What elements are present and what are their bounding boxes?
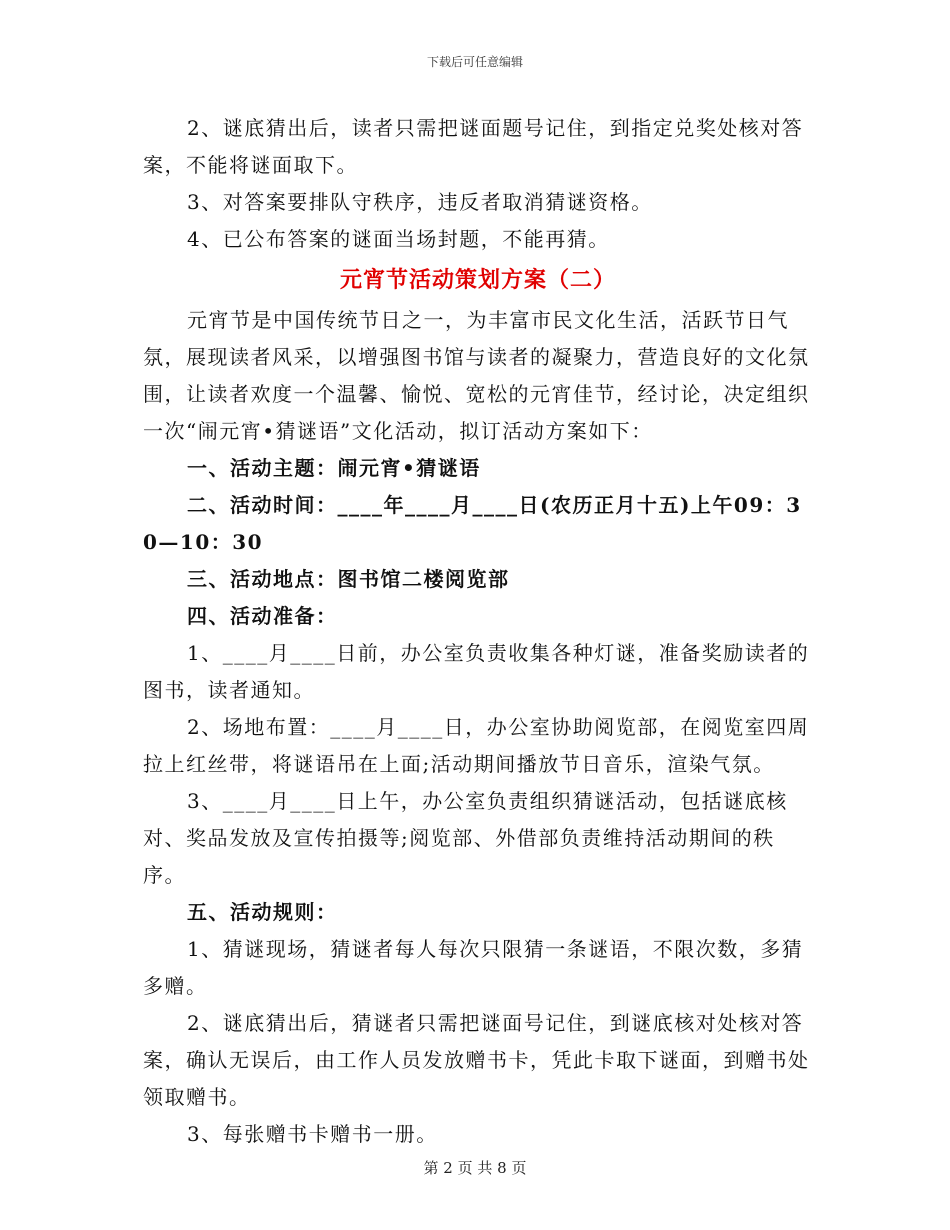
rule-item: 2、谜底猜出后，猜谜者只需把谜面号记住，到谜底核对处核对答案，确认无误后，由工作人员发放赠书卡，凭此卡取下谜面，到赠书处领取赠书。 [143,1011,810,1109]
heading-theme: 一、活动主题：闹元宵•猜谜语 [187,456,481,480]
paragraph: 3、对答案要排队守秩序，违反者取消猜谜资格。 [187,190,653,214]
intro-paragraph: 元宵节是中国传统节日之一，为丰富市民文化生活，活跃节日气氛，展现读者风采，以增强图书馆与读者的凝聚力，营造良好的文化氛围，让读者欢度一个温馨、愉悦、宽松的元宵佳节，经讨论，决定组织一次“闹元宵•猜谜语”文化活动，拟订活动方案如下： [143,308,810,443]
heading-preparation: 四、活动准备： [187,604,338,628]
rule-item: 3、每张赠书卡赠书一册。 [187,1122,438,1146]
prep-item: 3、____月____日上午，办公室负责组织猜谜活动，包括谜底核对、奖品发放及宣传拍摄等;阅览部、外借部负责维持活动期间的秩序。 [143,789,788,887]
heading-location: 三、活动地点：图书馆二楼阅览部 [187,567,510,591]
page-footer: 第 2 页 共 8 页 [423,1159,527,1177]
prep-item: 2、场地布置：____月____日，办公室协助阅览部，在阅览室四周拉上红丝带，将谜语吊在上面;活动期间播放节日音乐，渲染气氛。 [143,715,810,776]
paragraph: 4、已公布答案的谜面当场封题，不能再猜。 [187,227,610,251]
document-body [143,110,813,1153]
page-header: 下载后可任意编辑 [426,55,523,69]
section-title: 元宵节活动策划方案（二） [339,267,616,293]
prep-item: 1、____月____日前，办公室负责收集各种灯谜，准备奖励读者的图书，读者通知。 [143,641,810,702]
paragraph: 2、谜底猜出后，读者只需把谜面题号记住，到指定兑奖处核对答案，不能将谜面取下。 [143,116,804,177]
heading-time: 二、活动时间：____年____月____日(农历正月十五)上午09：30—10：30 [143,493,802,554]
heading-rules: 五、活动规则： [187,900,338,924]
rule-item: 1、猜谜现场，猜谜者每人每次只限猜一条谜语，不限次数，多猜多赠。 [143,937,804,998]
